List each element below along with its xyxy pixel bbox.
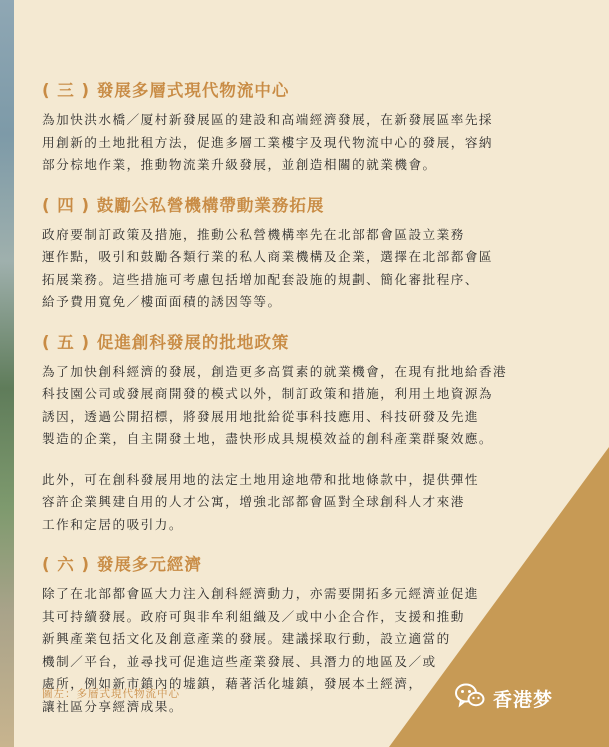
section-logistics (42, 80, 562, 177)
section-paragraph: 政府要制訂政策及措施，推動公私營機構率先在北部都會區設立業務 運作點，吸引和鼓勵各類行業的私人商業機構及企業，選擇在北部都會區 拓展業務。這些措施可考慮包括增加配套設施的規劃、簡化審批程序、 給予費用寬免／樓面面積的誘因等等。 (42, 226, 493, 309)
section-public-private (42, 195, 562, 314)
wechat-watermark (455, 683, 553, 713)
section-paragraph: 為加快洪水橋／厦村新發展區的建設和高端經濟發展，在新發展區率先採 用創新的土地批租方法，促進多層工業樓宇及現代物流中心的發展，容納 部分棕地作業，推動物流業升級發展，並創造相關的就業機會。 (42, 112, 493, 172)
section-paragraph: 此外，可在創科發展用地的法定土地用途地帶和批地條款中，提供彈性 容許企業興建自用的人才公寓，增強北部都會區對全球創科人才來港 工作和定居的吸引力。 (42, 471, 479, 532)
section-paragraph: 為了加快創科經濟的發展，創造更多高質素的就業機會，在現有批地給香港 科技園公司或發展商開發的模式以外，制訂政策和措施，利用土地資源為 誘因，透過公開招標，將發展用地批給從事科技應用、科技研發及先進 製造的企業，自主開發土地，盡快形成具規模效益的創科產業群聚效應。 (42, 363, 508, 446)
section-heading: ( 三 ) 發展多層式現代物流中心 (42, 81, 290, 100)
section-paragraph: 除了在北部都會區大力注入創科經濟動力，亦需要開拓多元經濟並促進 其可持續發展。政府可與非牟利組織及／或中小企合作，支援和推動 新興產業包括文化及創意產業的發展。建議採取行動，設立適當的 機制／平台，並尋找可促進這些產業發展、具潛力的地區及／或 處所，例如新市鎮內的墟鎮，藉著活化墟鎮，發展本土經濟， 讓社區分享經濟成果。 (42, 586, 479, 714)
section-heading: ( 五 ) 促進創科發展的批地政策 (42, 332, 290, 352)
wechat-account-name: 香港梦 (493, 688, 554, 711)
photo-edge (0, 0, 14, 747)
wechat-icon (455, 683, 493, 713)
section-heading: ( 四 ) 鼓勵公私營機構帶動業務拓展 (42, 195, 325, 215)
document-body (42, 80, 562, 736)
section-heading: ( 六 ) 發展多元經濟 (42, 555, 202, 574)
image-caption: 圖左：多層式現代物流中心 (42, 688, 180, 700)
section-innovation-land (42, 332, 562, 537)
